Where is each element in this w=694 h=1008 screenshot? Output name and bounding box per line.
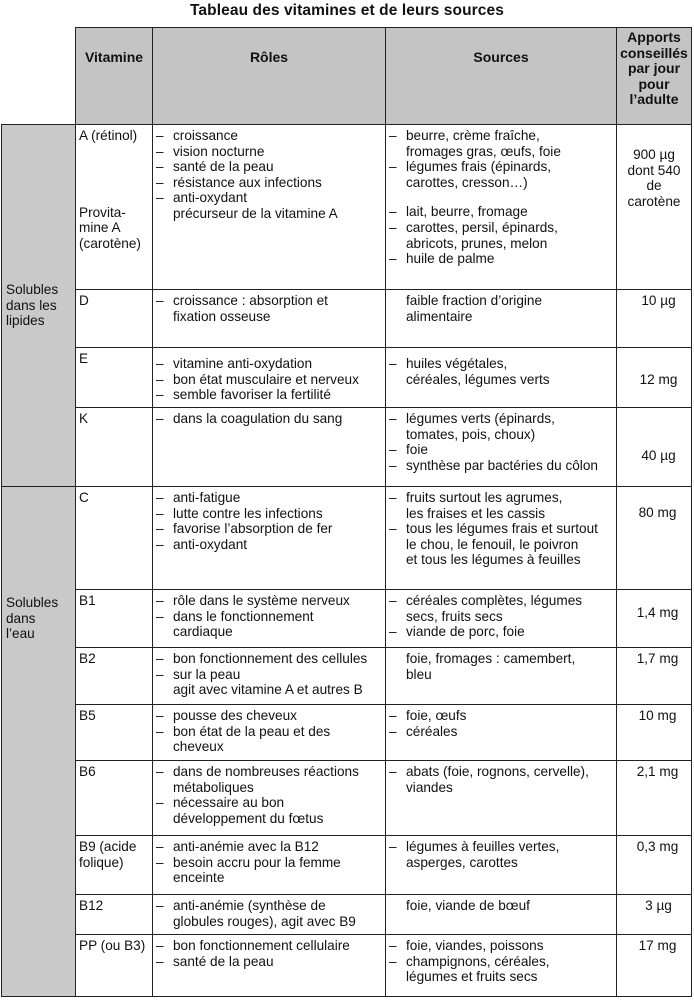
role-item: – anti-fatigue [156, 490, 241, 505]
vitamin-a-amount [617, 125, 692, 290]
vitamin-b1-roles [153, 590, 386, 648]
vitamin-b5-name: B5 [76, 705, 153, 761]
source-item: – légumes à feuilles vertes, [389, 839, 560, 854]
header-apports-l2: conseillés [620, 44, 688, 61]
vitamin-a-sources [386, 125, 617, 290]
vitamin-k-name: K [76, 408, 153, 487]
group-lipides-l1: Solubles [6, 282, 59, 298]
vitamin-pp-amount: 17 mg [617, 935, 692, 997]
vitamin-provitamine-l1: Provita- [79, 204, 126, 220]
vitamin-b6-amount: 2,1 mg [617, 761, 692, 836]
vitamins-table [1, 27, 692, 997]
source-item: – champignons, céréales, [389, 953, 550, 969]
vitamin-c-amount: 80 mg [617, 487, 692, 590]
vitamin-b9-sources [386, 836, 617, 895]
amount-line: dont 540 [627, 162, 681, 178]
source-item: – légumes frais (épinards, [389, 159, 552, 175]
role-item: – santé de la peau [156, 953, 274, 969]
role-item: – anti-oxydant [156, 190, 248, 206]
vitamin-pp-sources [386, 935, 617, 997]
source-item: – foie, œufs [389, 708, 467, 723]
role-item: agit avec vitamine A et autres B [173, 682, 363, 698]
vitamin-a-name [76, 125, 153, 290]
source-item: le chou, le fenouil, le poivron [406, 536, 579, 552]
role-item: – anti-anémie avec la B12 [156, 839, 319, 854]
source-item: – foie [389, 442, 428, 458]
vitamin-e-roles [153, 348, 386, 408]
role-item: – favorise l’absorption de fer [156, 521, 333, 537]
role-item: globules rouges), agit avec B9 [173, 913, 356, 929]
source-item: faible fraction d’origine [406, 293, 543, 308]
vitamin-b12-sources [386, 895, 617, 935]
source-item: alimentaire [406, 308, 473, 324]
source-item: – tous les légumes frais et surtout [389, 521, 598, 537]
source-item: – beurre, crème fraîche, [389, 128, 540, 143]
role-item: – anti-oxydant [156, 536, 248, 552]
role-item: – sur la peau [156, 666, 241, 682]
vitamin-c-name: C [76, 487, 153, 590]
vitamin-d-roles [153, 290, 386, 348]
vitamin-provitamine-l2: mine A [79, 220, 121, 236]
group-lipides-l3: lipides [6, 313, 45, 329]
vitamin-b5-amount: 10 mg [617, 705, 692, 761]
source-item: – légumes verts (épinards, [389, 411, 555, 426]
source-item: – carottes, persil, épinards, [389, 219, 558, 235]
role-item: – pousse des cheveux [156, 708, 297, 723]
vitamin-b2-name: B2 [76, 648, 153, 705]
vitamin-k-sources [386, 408, 617, 487]
source-item: – foie, viandes, poissons [389, 938, 544, 953]
row-vitamin-c [2, 487, 692, 590]
vitamin-a-retinol: A (rétinol) [79, 128, 138, 143]
vitamin-b9-name [76, 836, 153, 895]
header-sources: Sources [386, 28, 617, 125]
header-row [2, 28, 692, 125]
vitamin-b9-amount: 0,3 mg [617, 836, 692, 895]
vitamin-b9-roles [153, 836, 386, 895]
source-item: – lait, beurre, fromage [389, 204, 528, 220]
role-item: – dans la coagulation du sang [156, 411, 343, 426]
source-item: – abats (foie, rognons, cervelle), [389, 764, 589, 779]
role-item: – lutte contre les infections [156, 505, 323, 521]
source-item: asperges, carottes [406, 854, 518, 870]
source-item: abricots, prunes, melon [406, 235, 548, 251]
row-vitamin-pp [2, 935, 692, 997]
vitamin-b6-sources [386, 761, 617, 836]
vitamin-b2-sources [386, 648, 617, 705]
source-item: secs, fruits secs [406, 608, 503, 624]
vitamin-d-name: D [76, 290, 153, 348]
vitamin-b1-amount: 1,4 mg [617, 590, 692, 648]
role-item: métaboliques [173, 779, 254, 795]
role-item: – rôle dans le système nerveux [156, 593, 350, 608]
vitamin-k-roles [153, 408, 386, 487]
amount-line: de [646, 178, 662, 194]
source-item: – synthèse par bactéries du côlon [389, 457, 598, 473]
source-item: – céréales complètes, légumes [389, 593, 583, 608]
group-eau [2, 487, 76, 997]
row-vitamin-b5 [2, 705, 692, 761]
vitamin-b1-sources [386, 590, 617, 648]
role-item: – nécessaire au bon [156, 795, 285, 811]
vitamin-a-roles [153, 125, 386, 290]
role-item: – bon fonctionnement des cellules [156, 651, 368, 666]
vitamin-k-amount: 40 µg [617, 408, 692, 487]
vitamin-c-sources [386, 487, 617, 590]
row-vitamin-b12 [2, 895, 692, 935]
vitamin-b12-amount: 3 µg [617, 895, 692, 935]
group-lipides [2, 125, 76, 487]
header-apports-l5: l’adulte [629, 91, 679, 107]
role-item: développement du fœtus [173, 810, 324, 826]
vitamin-b2-roles [153, 648, 386, 705]
group-eau-l3: l’eau [6, 626, 35, 642]
amount-line: carotène [627, 193, 681, 209]
vitamin-b5-sources [386, 705, 617, 761]
role-item: fixation osseuse [173, 308, 271, 324]
source-item: carottes, cresson…) [406, 174, 528, 190]
role-item: – croissance : absorption et [156, 293, 328, 308]
role-item: – bon état de la peau et des [156, 723, 331, 739]
source-item: les fraises et les cassis [406, 505, 546, 521]
role-item: – semble favoriser la fertilité [156, 387, 331, 403]
role-item: précurseur de la vitamine A [173, 205, 338, 221]
vitamin-d-sources [386, 290, 617, 348]
header-vitamine: Vitamine [76, 28, 153, 125]
vitamin-pp-roles [153, 935, 386, 997]
vitamin-b12-roles [153, 895, 386, 935]
vitamin-b6-roles [153, 761, 386, 836]
source-item: bleu [406, 666, 432, 682]
group-lipides-l2: dans les [6, 297, 57, 313]
source-item: et tous les légumes à feuilles [406, 552, 581, 568]
row-vitamin-b9 [2, 836, 692, 895]
header-apports-l4: pour [638, 75, 670, 92]
vitamin-b9-name-l1: B9 (acide [79, 839, 137, 854]
vitamin-b12-name: B12 [76, 895, 153, 935]
source-item: foie, fromages : camembert, [406, 651, 576, 666]
role-item: – bon état musculaire et nerveux [156, 371, 359, 387]
vitamin-e-sources [386, 348, 617, 408]
header-roles: Rôles [153, 28, 386, 125]
role-item: – besoin accru pour la femme [156, 854, 341, 870]
role-item: – dans le fonctionnement [156, 608, 314, 624]
vitamin-b6-name: B6 [76, 761, 153, 836]
vitamin-b9-name-l2: folique) [79, 854, 124, 870]
row-vitamin-b1 [2, 590, 692, 648]
row-vitamin-e [2, 348, 692, 408]
role-item: – vitamine anti-oxydation [156, 356, 313, 371]
source-item: céréales, légumes verts [406, 371, 550, 387]
amount-line: 900 µg [633, 147, 675, 162]
vitamin-c-roles [153, 487, 386, 590]
group-eau-l2: dans [6, 610, 36, 626]
role-item: – dans de nombreuses réactions [156, 764, 359, 779]
role-item: cheveux [173, 739, 224, 755]
row-vitamin-b2 [2, 648, 692, 705]
role-item: – santé de la peau [156, 159, 274, 175]
source-item: – viande de porc, foie [389, 624, 525, 640]
row-vitamin-b6 [2, 761, 692, 836]
group-eau-l1: Solubles [6, 595, 59, 610]
row-vitamin-d [2, 290, 692, 348]
role-item: – croissance [156, 128, 238, 143]
source-item: fromages gras, œufs, foie [406, 143, 561, 159]
source-item: – céréales [389, 723, 458, 739]
vitamin-pp-name: PP (ou B3) [76, 935, 153, 997]
vitamin-e-amount: 12 mg [617, 348, 692, 408]
vitamin-b1-name: B1 [76, 590, 153, 648]
role-item: enceinte [173, 870, 225, 886]
vitamin-d-amount: 10 µg [617, 290, 692, 348]
corner-blank [2, 28, 76, 125]
vitamin-provitamine-l3: (carotène) [79, 235, 141, 251]
source-item: tomates, pois, choux) [406, 426, 536, 442]
role-item: cardiaque [173, 624, 233, 640]
vitamin-b5-roles [153, 705, 386, 761]
header-apports-l3: par jour [627, 60, 681, 76]
page-title: Tableau des vitamines et de leurs sources [190, 2, 504, 19]
role-item: – anti-anémie (synthèse de [156, 898, 326, 913]
vitamin-e-name: E [76, 348, 153, 408]
header-apports-l1: Apports [627, 29, 681, 45]
row-vitamin-a [2, 125, 692, 290]
header-apports [617, 28, 692, 125]
source-item: viandes [406, 779, 453, 795]
role-item: – vision nocturne [156, 143, 265, 159]
row-vitamin-k [2, 408, 692, 487]
role-item: – résistance aux infections [156, 174, 322, 190]
source-item: légumes et fruits secs [406, 969, 538, 985]
role-item: – bon fonctionnement cellulaire [156, 938, 350, 953]
vitamin-b2-amount: 1,7 mg [617, 648, 692, 705]
source-item: – huile de palme [389, 251, 495, 267]
source-item: foie, viande de bœuf [406, 898, 530, 913]
source-item: – fruits surtout les agrumes, [389, 490, 563, 505]
source-item: – huiles végétales, [389, 356, 508, 371]
